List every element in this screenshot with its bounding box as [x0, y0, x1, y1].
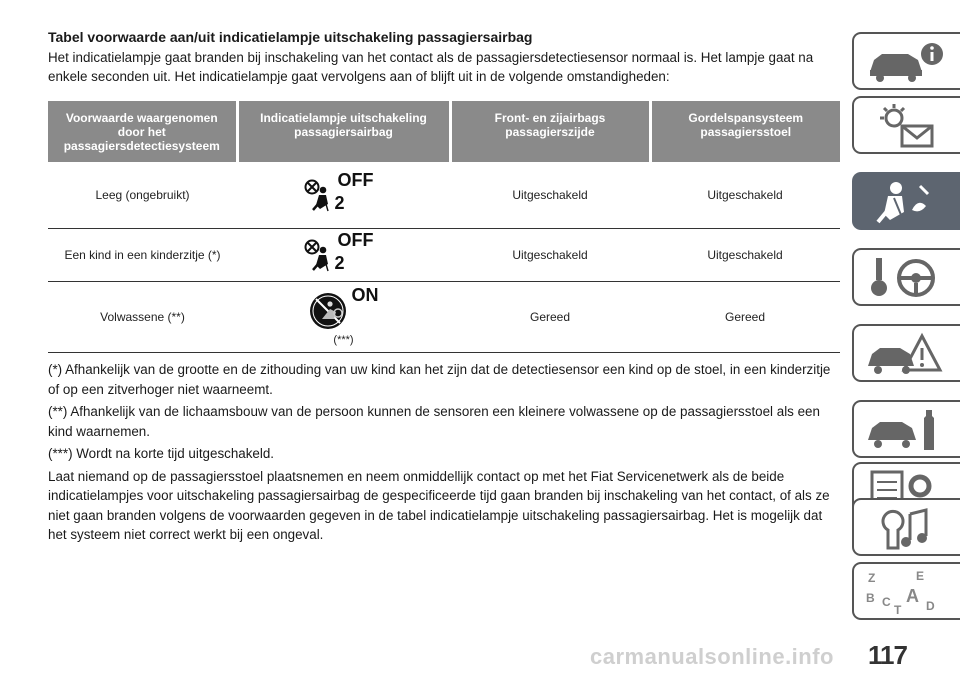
index-letter: A — [906, 586, 919, 606]
tab-warning-lights[interactable] — [852, 96, 960, 154]
tab-car-info[interactable] — [852, 32, 960, 90]
car-maintenance-icon — [864, 406, 954, 454]
airbag-on-lamp-icon — [304, 284, 384, 334]
key-steering-wheel-icon — [864, 254, 954, 302]
lamp-cell — [237, 282, 450, 353]
table-row — [48, 162, 840, 229]
lamp-cell — [237, 162, 450, 229]
index-letter: Z — [868, 571, 876, 585]
airbag-status-cell: Gereed — [450, 282, 650, 353]
warning-paragraph: Laat niemand op de passagiersstoel plaatsnemen en neem onmiddellijk contact op met het Fiat Servicenetwerk als de beide indicatielampjes voor uitschakeling passagiersairbag de gespecificeerde tijd gaan branden bij inschakeling van het contact, of als ze niet gaan branden volgens de voorwaarden gegeven in de tabel indicatielampje uitschakeling passagiersairbag. Het is mogelijk dat het systeem niet correct werkt bij een ongeval. — [48, 468, 830, 542]
condition-cell: Volwassene (**) — [48, 282, 237, 353]
airbag-off-lamp-icon — [304, 169, 384, 218]
airbag-off-lamp-icon — [304, 229, 384, 278]
index-letter: B — [866, 591, 875, 605]
lamp-status-text: ON — [351, 284, 379, 305]
alphabetical-index-icon — [864, 568, 954, 616]
footnotes — [48, 360, 840, 548]
pretensioner-status-cell: Uitgeschakeld — [650, 162, 840, 229]
pretensioner-status-cell: Gereed — [650, 282, 840, 353]
section-title: Tabel voorwaarde aan/uit indicatielampje uitschakeling passagiersairbag — [48, 29, 533, 45]
tab-emergency[interactable] — [852, 324, 960, 382]
airbag-condition-table — [48, 101, 840, 353]
airbag-status-cell: Uitgeschakeld — [450, 162, 650, 229]
condition-cell: Een kind in een kinderzitje (*) — [48, 229, 237, 282]
lamp-cell — [237, 229, 450, 282]
table-header-cell: Indicatielampje uitschakeling passagiersairbag — [237, 101, 450, 162]
seatbelt-airbag-icon — [864, 178, 954, 226]
intro-paragraph: Het indicatielampje gaat branden bij inschakeling van het contact als de passagiersdetectiesensor normaal is. Het lampje gaat na enkele seconden uit. Het indicatielampje gaat vervolgens aan of blijft uit in de volgende omstandigheden: — [48, 50, 814, 84]
lamp-footnote: (***) — [333, 333, 354, 346]
lamp-status-text: OFF — [337, 169, 374, 190]
lamp-status-digit: 2 — [334, 192, 345, 213]
table-header-cell: Gordelspansysteem passagiersstoel — [650, 101, 840, 162]
table-header-cell: Front- en zijairbags passagierszijde — [450, 101, 650, 162]
condition-cell: Leeg (ongebruikt) — [48, 162, 237, 229]
index-letter: T — [894, 603, 902, 616]
index-letter: D — [926, 599, 935, 613]
lamp-status-digit: 2 — [334, 252, 345, 273]
warning-lights-icon — [864, 102, 954, 150]
watermark: carmanualsonline.info — [590, 644, 834, 669]
table-row — [48, 229, 840, 282]
multimedia-icon — [864, 504, 954, 552]
table-row — [48, 282, 840, 353]
tab-starting-driving[interactable] — [852, 248, 960, 306]
footnote: (*) Afhankelijk van de grootte en de zithouding van uw kind kan het zijn dat de detectiesensor een kind op de stoel, in een kinderzitje of op een zitverhoger niet waarneemt. — [48, 362, 831, 397]
index-letter: C — [882, 595, 891, 609]
pretensioner-status-cell: Uitgeschakeld — [650, 229, 840, 282]
lamp-status-text: OFF — [337, 229, 374, 250]
tab-safety[interactable] — [852, 172, 960, 230]
airbag-status-cell: Uitgeschakeld — [450, 229, 650, 282]
footnote: (***) Wordt na korte tijd uitgeschakeld. — [48, 446, 275, 461]
car-info-icon — [864, 38, 954, 86]
index-letter: E — [916, 569, 925, 583]
tab-index[interactable] — [852, 562, 960, 620]
car-breakdown-icon — [864, 330, 954, 378]
tab-multimedia[interactable] — [852, 498, 960, 556]
table-header-row — [48, 101, 840, 162]
table-header-cell: Voorwaarde waargenomen door het passagiersdetectiesysteem — [48, 101, 237, 162]
footnote: (**) Afhankelijk van de lichaamsbouw van de persoon kunnen de sensoren een kleinere volwassene op de passagiersstoel als een kind waarnemen. — [48, 404, 820, 439]
page-number: 117 — [868, 640, 907, 670]
document-text — [48, 28, 840, 86]
tab-maintenance[interactable] — [852, 400, 960, 458]
